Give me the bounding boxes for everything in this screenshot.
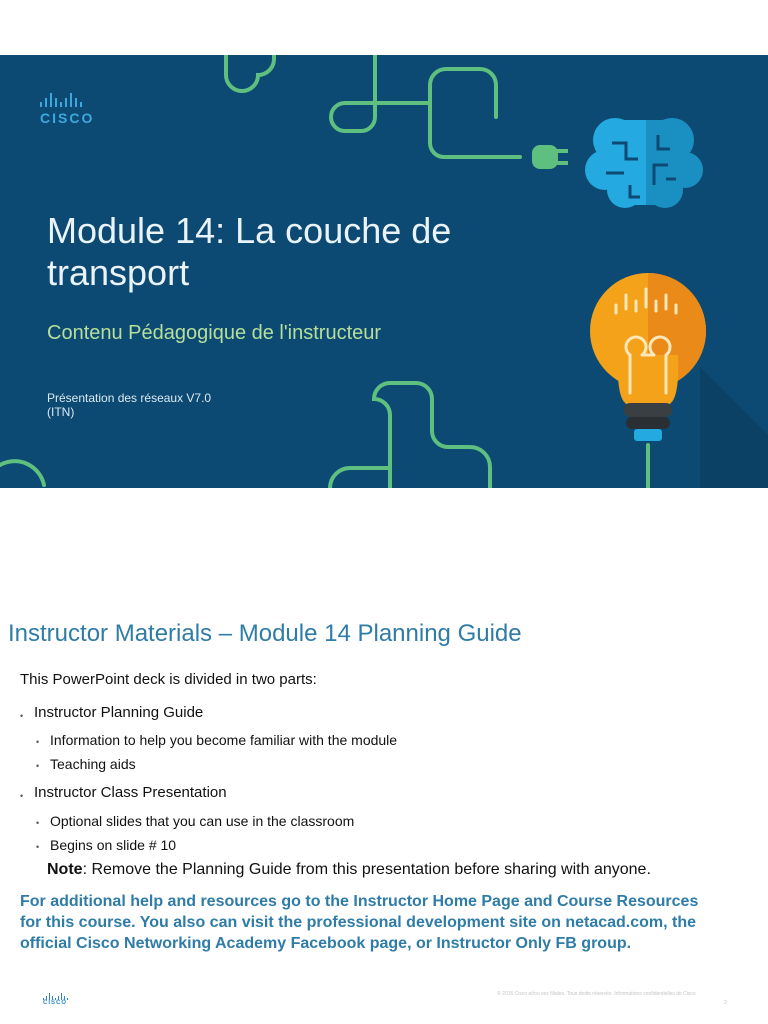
bottom-left-arc xyxy=(0,461,44,485)
list-item: Begins on slide # 10 xyxy=(50,837,177,853)
note-text xyxy=(47,861,651,879)
bullet-icon: • xyxy=(36,737,40,747)
brain-icon xyxy=(585,118,703,208)
cisco-logo-icon xyxy=(43,993,68,1006)
bullet-icon: • xyxy=(20,711,24,721)
module-subtitle: Contenu Pédagogique de l'instructeur xyxy=(47,322,382,344)
slide-title: Instructor Materials – Module 14 Planning Guide xyxy=(8,620,522,647)
list-item: Teaching aids xyxy=(50,756,136,772)
bullet-icon: • xyxy=(36,842,40,852)
course-info xyxy=(47,391,211,419)
bullet-icon: • xyxy=(36,761,40,771)
bottom-circuit-line xyxy=(374,383,490,488)
wire-line xyxy=(331,55,520,157)
list-item: Optional slides that you can use in the classroom xyxy=(50,813,355,829)
note-label: Note xyxy=(47,861,83,878)
cisco-logo-icon xyxy=(40,91,94,126)
part-label: Instructor Class Presentation xyxy=(34,784,227,801)
note-body: : Remove the Planning Guide from this presentation before sharing with anyone. xyxy=(82,861,651,878)
wire-loop-line xyxy=(430,69,496,117)
lightbulb-icon xyxy=(590,273,768,488)
help-resources-text: For additional help and resources go to the Instructor Home Page and Course Resources for this course. You also can visit the professional development site on netacad.com, the official Cisco Networking Academy Facebook page, or Instructor Only FB group. xyxy=(20,893,699,952)
course-name: Présentation des réseaux V7.0 xyxy=(47,391,212,405)
copyright-text: © 2016 Cisco et/ou ses filiales. Tous droits réservés. Informations confidentielles de Cisco xyxy=(497,991,696,997)
bullet-icon: • xyxy=(36,818,40,828)
top-loop-line xyxy=(226,55,274,91)
plug-icon xyxy=(532,145,568,169)
course-code: (ITN) xyxy=(47,405,75,419)
module-title: Module 14: La couche de transport xyxy=(47,210,452,293)
intro-text: This PowerPoint deck is divided in two parts: xyxy=(20,671,317,688)
bullet-icon: • xyxy=(20,791,24,801)
page-number: 2 xyxy=(724,1000,727,1006)
bottom-branch-line xyxy=(330,468,390,488)
footer-logo-text: CISCO xyxy=(43,1000,68,1006)
list-item: Information to help you become familiar with the module xyxy=(50,732,398,748)
part-label: Instructor Planning Guide xyxy=(34,704,204,721)
logo-text: CISCO xyxy=(40,110,95,126)
title-slide xyxy=(0,55,768,488)
